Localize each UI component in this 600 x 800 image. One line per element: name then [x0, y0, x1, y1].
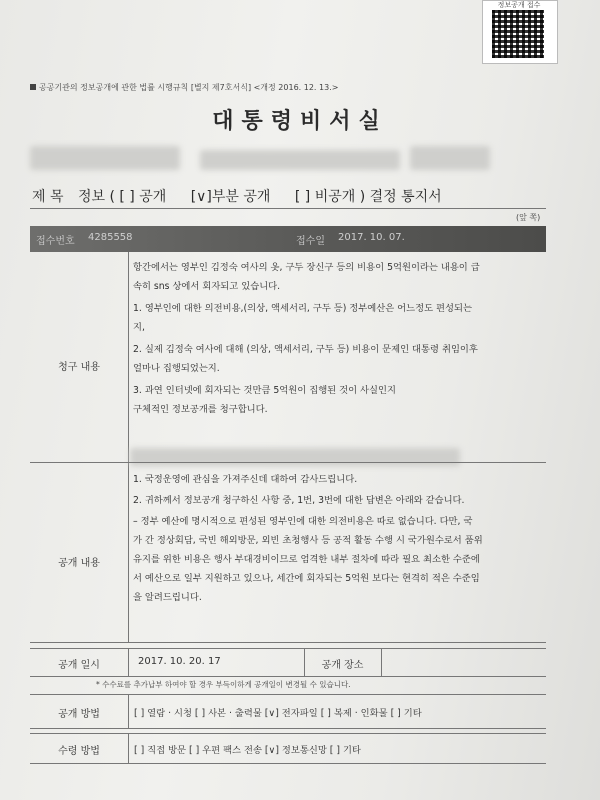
- disclosure-content: [133, 470, 483, 607]
- method-options: [ ] 열람 · 시청 [ ] 사본 · 출력물 [∨] 전자파일 [ ] 복제 · 인화물 [ ] 기타: [134, 708, 422, 719]
- front-page-mark: (앞 쪽): [516, 213, 541, 222]
- column-divider: [128, 694, 129, 728]
- request-label: 청구 내용: [58, 362, 100, 373]
- disclosure-line: 유지를 위한 비용은 행사 부대경비이므로 엄격한 내부 절차에 따라 필요 최소한 수준에: [133, 554, 480, 565]
- disclosure-line: 서 예산으로 일부 지원하고 있으나, 세간에 회자되는 5억원 보다는 현격히 적은 수준임: [133, 573, 480, 584]
- redacted-area: [130, 448, 460, 466]
- receipt-number-label: 접수번호: [36, 236, 75, 247]
- divider: [30, 462, 546, 463]
- request-line: 3. 과연 인터넷에 회자되는 것만큼 5억원이 집행된 것이 사실인지: [133, 385, 396, 396]
- divider: [30, 648, 546, 649]
- divider: [30, 733, 546, 734]
- request-line: 속히 sns 상에서 회자되고 있습니다.: [133, 281, 281, 292]
- disclosure-line: 을 알려드립니다.: [133, 592, 202, 603]
- disclosure-line: 1. 국정운영에 관심을 가져주신데 대하여 감사드립니다.: [133, 474, 358, 485]
- request-line: 1. 영부인에 대한 의전비용,(의상, 액세서리, 구두 등) 정부예산은 어느정도 편성되는: [133, 303, 472, 314]
- redacted-area: [410, 146, 490, 170]
- form-rule-text: 공공기관의 정보공개에 관한 법률 시행규칙 [별지 제7호서식] <개정 2016. 12. 13.>: [39, 83, 339, 92]
- divider: [30, 676, 546, 677]
- receipt-number: 4285558: [88, 232, 133, 243]
- request-content: [133, 258, 480, 419]
- redacted-area: [200, 150, 400, 170]
- redacted-area: [30, 146, 180, 170]
- disclosure-label: 공개 내용: [58, 558, 100, 569]
- column-divider: [128, 733, 129, 763]
- subject-line: [32, 186, 442, 206]
- disclosure-line: – 정부 예산에 명시적으로 편성된 영부인에 대한 의전비용은 따로 없습니다. 다만, 국: [133, 516, 473, 527]
- disclosure-line: 2. 귀하께서 정보공개 청구하신 사항 중, 1번, 3번에 대한 답변은 아래와 같습니다.: [133, 495, 465, 506]
- fee-note: * 수수료를 추가납부 하여야 할 경우 부득이하게 공개일이 변경될 수 있습니다.: [96, 680, 351, 689]
- receipt-date-label: 접수일: [296, 236, 325, 247]
- request-line: 얼마나 집행되었는지.: [133, 363, 220, 374]
- subject-nondisclose: [ ] 비공개 ) 결정 통지서: [294, 189, 442, 205]
- subject-partial: [∨]부분 공개: [190, 189, 271, 205]
- disclosure-line: 가 간 정상회담, 국빈 해외방문, 외빈 초청행사 등 공적 활동 수행 시 국가원수로서 품위: [133, 535, 483, 546]
- receive-options: [ ] 직접 방문 [ ] 우편 팩스 전송 [∨] 정보통신망 [ ] 기타: [134, 745, 361, 756]
- stamp-text: 정보공개 접수: [497, 1, 541, 9]
- square-bullet-icon: [30, 84, 36, 90]
- divider: [30, 642, 546, 643]
- column-divider: [128, 648, 129, 676]
- divider: [30, 208, 546, 209]
- receive-label: 수령 방법: [58, 746, 100, 757]
- schedule-place-label: 공개 장소: [321, 660, 364, 671]
- request-line: 항간에서는 영부인 김정숙 여사의 옷, 구두 장신구 등의 비용이 5억원이라는 내용이 급: [133, 262, 480, 273]
- column-divider: [128, 252, 129, 642]
- subject-info: 정보 ( [ ] 공개: [77, 189, 167, 205]
- column-divider: [381, 648, 382, 676]
- form-rule-header: [30, 82, 338, 93]
- qr-code-icon: [492, 10, 544, 58]
- divider: [30, 694, 546, 695]
- divider: [30, 763, 546, 764]
- subject-prefix: 제 목: [32, 189, 64, 205]
- request-line: 지,: [133, 322, 145, 333]
- receipt-date: 2017. 10. 07.: [338, 232, 405, 243]
- method-label: 공개 방법: [58, 709, 100, 720]
- schedule-date-label: 공개 일시: [58, 660, 100, 671]
- agency-title: 대통령비서실: [212, 109, 388, 134]
- schedule-date: 2017. 10. 20. 17: [138, 656, 221, 667]
- request-line: 2. 실제 김정숙 여사에 대해 (의상, 액세서리, 구두 등) 비용이 문제인 대통령 취임이후: [133, 344, 478, 355]
- divider: [30, 728, 546, 729]
- request-line: 구체적인 정보공개를 청구합니다.: [133, 404, 268, 415]
